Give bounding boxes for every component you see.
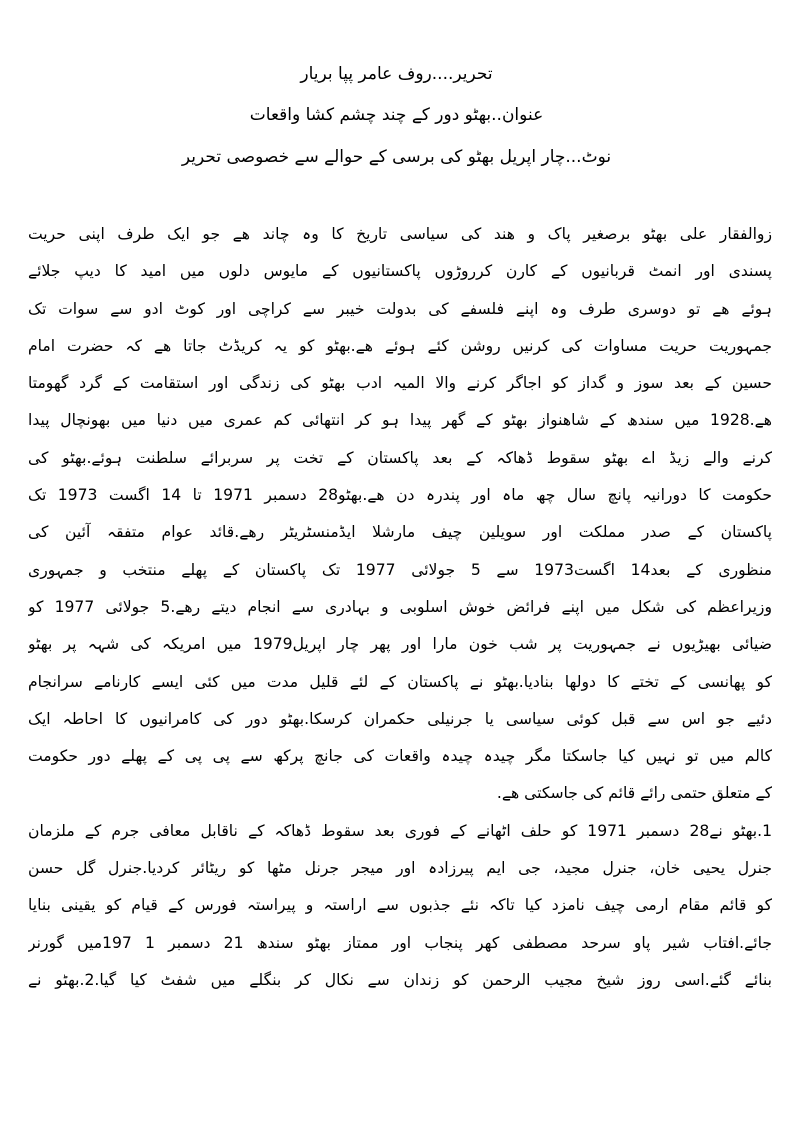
paragraph-line: کو پھانسی کے تختے کا دولھا بنادیا.بھٹو نے پاکستان کے لئے قلیل مدت میں کئی ایسے کارنامے سرانجام [28,672,772,691]
paragraph-line: کالم میں تو نہیں کیا جاسکتا مگر چیدہ چیدہ واقعات کی جانچ پرکھ سے پی پی کے پھلے دور حکومت [28,747,772,766]
paragraph-line: 1.بھٹو نے28 دسمبر 1971 کو حلف اٹھانے کے فوری بعد سقوط ڈھاکہ کے ناقابل معافی جرم کے ملزمان [28,821,772,840]
paragraph-2 [28,813,772,999]
author-line: تحریر....روف عامر پپا بریار [300,64,493,84]
article-title: عنوان..بھٹو دور کے چند چشم کشا واقعات [249,105,544,125]
paragraph-line: زوالفقار علی بھٹو برصغیر پاک و ھند کی سیاسی تاریخ کا وہ چاند ھے جو ایک طرف اپنی حریت [28,225,772,243]
paragraph-line: جنرل یحیی خان، جنرل مجید، جی ایم پیرزادہ اور میجر جرنل مٹھا کو ریٹائر کردیا.جنرل گل حسن [28,859,772,878]
paragraph-line: جمہوریت حریت مساوات کی کرنیں روشن کئے ہوئے ھے.بھٹو کو یہ کریڈٹ جاتا ھے کہ حضرت امام [28,336,772,355]
article-body [28,216,772,999]
paragraph-line: پاکستان کے صدر مملکت اور سویلین چیف مارشلا ایڈمنسٹریٹر رھے.قائد عوام متفقہ آئین کی [28,523,772,542]
article-note: نوٹ...چار اپریل بھٹو کی برسی کے حوالے سے خصوصی تحریر [181,147,612,167]
paragraph-line: ہوئے ھے تو دوسری طرف وہ اپنے فلسفے کی بدولت خیبر سے کراچی اور کوٹ ادو سے سوات تک [28,299,772,318]
paragraph-line: جائے.افتاب شیر پاو سرحد مصطفی کھر پنجاب اور ممتاز بھٹو سندھ 21 دسمبر 1 197میں گورنر [28,933,772,952]
paragraph-line: وزیراعظم کی شکل میں اپنے فرائض خوش اسلوبی و بہادری سے انجام دیتے رھے.5 جولائی 1977 کو [28,597,772,616]
paragraph-line: منظوری کے بعد14 اگست1973 سے 5 جولائی 1977 تک پاکستان کے پھلے منتخب و جمہوری [28,560,772,579]
paragraph-line: کو قائم مقام ارمی چیف نامزد کیا تاکہ نئے جذبوں سے اراستہ و پیراستہ فورس کے قیام کو یقینی بنایا [28,896,772,915]
paragraph-1 [28,216,772,813]
paragraph-line: حسین کے بعد سوز و گداز کو اجاگر کرنے والا المیہ ادب بھٹو کی زندگی اور استقامت کے گرد گھومتا [28,374,772,393]
paragraph-line: حکومت کا دورانیہ پانچ سال چھ ماہ اور پندرہ دن ھے.بھٹو28 دسمبر 1971 تا 14 اگست 1973 تک [28,486,772,505]
paragraph-line: دئیے جو اس سے قبل کوئی سیاسی یا جرنیلی حکمران کرسکا.بھٹو دور کی کامرانیوں کا احاطہ ایک [28,709,772,728]
paragraph-line: کے متعلق حتمی رائے قائم کی جاسکتی ھے. [496,784,772,803]
paragraph-line: ھے.1928 میں سندھ کے شاھنواز بھٹو کے گھر پیدا ہو کر انتھائی کم عمری میں دنیا میں بھونچال پیدا [28,411,772,430]
paragraph-line: بنائے گئے.اسی روز شیخ مجیب الرحمن کو زندان سے نکال کر بنگلے میں شفٹ کیا گیا.2.بھٹو نے [28,970,772,989]
paragraph-line: کرنے والے زیڈ اے بھٹو سقوط ڈھاکہ کے بعد پاکستان کے تخت پر سربرائے سلطنت ہوئے.بھٹو کی [28,448,772,467]
paragraph-line: پسندی اور انمٹ قربانیوں کے کارن کرروڑوں پاکستانیوں کے مایوس دلوں میں امید کا دیپ جلائے [28,262,772,281]
paragraph-line: ضیائی بھیڑیوں نے جمہوریت پر شب خون مارا اور پھر چار اپریل1979 میں امریکہ کی شہہ پر بھٹو [28,635,772,654]
